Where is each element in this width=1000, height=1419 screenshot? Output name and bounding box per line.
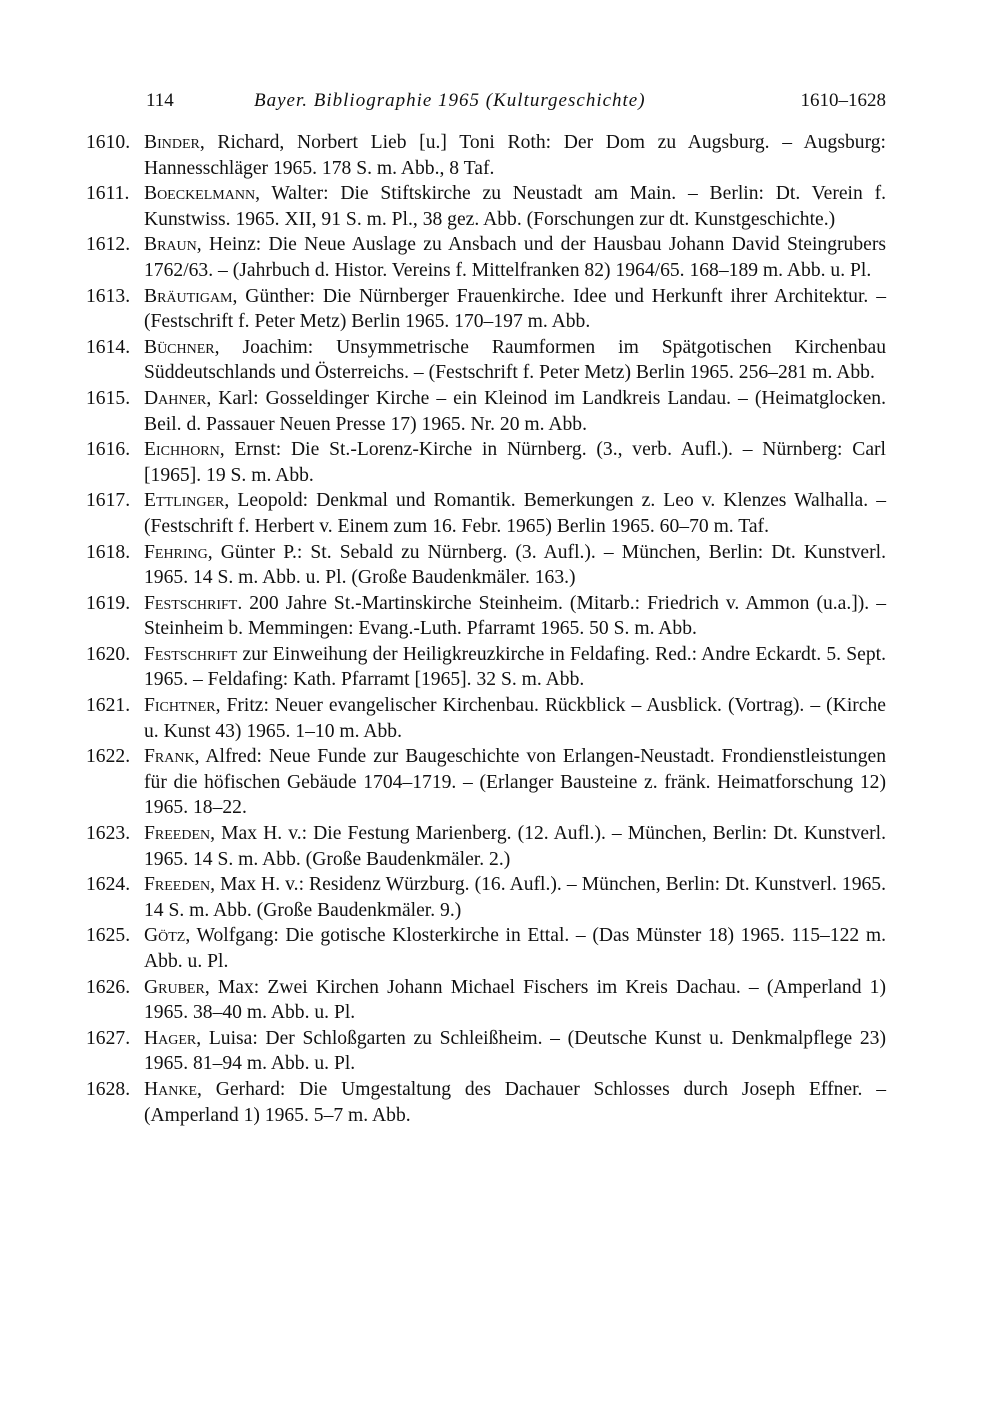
entry-author: Braun — [144, 234, 197, 256]
entry-text: , Günther: Die Nürnberger Frauenkirche. Idee und Herkunft ihrer Architektur. – (Festschrift f. Peter Metz) Berlin 1965. 170–197 m. Abb. — [144, 285, 886, 333]
page-number: 114 — [146, 90, 174, 111]
entry-number: 1610. — [86, 132, 131, 153]
bibliography-entry — [86, 923, 886, 974]
entry-text: , Heinz: Die Neue Auslage zu Ansbach und der Hausbau Johann David Steingrubers 1762/63. – (Jahrbuch d. Histor. Vereins f. Mittelfranken 82) 1964/65. 168–189 m. Abb. u. Pl. — [144, 234, 886, 281]
document-page — [86, 84, 886, 1128]
bibliography-entry — [86, 488, 886, 539]
entry-author: Büchner — [144, 336, 215, 358]
entry-number: 1613. — [86, 285, 131, 307]
entry-number: 1612. — [86, 234, 131, 256]
entry-text: . 200 Jahre St.-Martinskirche Steinheim. (Mitarb.: Friedrich v. Ammon (u.a.]). – Steinheim b. Memmingen: Evang.-Luth. Pfarramt 1965. 50 S. m. Abb. — [144, 592, 886, 640]
bibliography-entry — [86, 181, 886, 232]
entry-number: 1617. — [86, 490, 131, 512]
entry-number: 1619. — [86, 592, 131, 614]
bibliography-entry — [86, 437, 886, 488]
entry-text: , Alfred: Neue Funde zur Baugeschichte von Erlangen-Neustadt. Frondienstleistungen für die höfischen Gebäude 1704–1719. – (Erlanger Bausteine z. fränk. Heimatforschung 12) 1965. 18–22. — [144, 746, 886, 819]
bibliography-entry — [86, 540, 886, 591]
entry-author: Boeckelmann — [144, 183, 256, 205]
running-head — [146, 84, 886, 118]
entry-text: , Gerhard: Die Umgestaltung des Dachauer Schlosses durch Joseph Effner. – (Amperland 1) 1965. 5–7 m. Abb. — [144, 1078, 886, 1126]
entry-number: 1611. — [86, 183, 130, 205]
entry-text: , Wolfgang: Die gotische Klosterkirche in Ettal. – (Das Münster 18) 1965. 115–122 m. Abb. u. Pl. — [144, 925, 886, 972]
entry-number: 1622. — [86, 746, 131, 768]
entry-author: Freeden — [144, 823, 211, 845]
entry-author: Hager — [144, 1027, 197, 1049]
entry-author: Festschrift — [144, 592, 238, 614]
bibliography-entry — [86, 335, 886, 386]
bibliography-entry — [86, 591, 886, 642]
entry-author: Fehring — [144, 541, 208, 563]
entry-text: , Leopold: Denkmal und Romantik. Bemerkungen z. Leo v. Klenzes Walhalla. – (Festschrift f. Herbert v. Einem zum 16. Febr. 1965) Berlin 1965. 60–70 m. Taf. — [144, 490, 886, 537]
entry-number: 1625. — [86, 925, 131, 947]
entry-author: Fichtner — [144, 695, 216, 717]
bibliography-entry — [86, 975, 886, 1026]
bibliography-entry — [86, 744, 886, 821]
entry-text: zur Einweihung der Heiligkreuzkirche in Feldafing. Red.: Andre Eckardt. 5. Sept. 1965. – Feldafing: Kath. Pfarramt [1965]. 32 S. m. Abb. — [144, 643, 886, 691]
entry-text: , Fritz: Neuer evangelischer Kirchenbau. Rückblick – Ausblick. (Vortrag). – (Kirche u. Kunst 43) 1965. 1–10 m. Abb. — [144, 695, 886, 742]
entry-author: Eichhorn — [144, 439, 220, 461]
bibliography-entry — [86, 130, 886, 181]
bibliography-entry — [86, 232, 886, 283]
entry-text: , Max: Zwei Kirchen Johann Michael Fischers im Kreis Dachau. – (Amperland 1) 1965. 38–40 m. Abb. u. Pl. — [144, 976, 886, 1024]
bibliography-entry — [86, 1026, 886, 1077]
bibliography-entry — [86, 872, 886, 923]
entry-author: Gruber — [144, 976, 205, 998]
entry-author: Hanke — [144, 1078, 198, 1100]
entry-number: 1626. — [86, 976, 131, 998]
entry-number: 1615. — [86, 387, 131, 409]
entry-number: 1624. — [86, 874, 131, 896]
entry-author: Freeden — [144, 874, 211, 896]
entry-text: , Ernst: Die St.-Lorenz-Kirche in Nürnberg. (3., verb. Aufl.). – Nürnberg: Carl [1965]. 19 S. m. Abb. — [144, 439, 886, 486]
entry-author: Dahner — [144, 387, 207, 409]
entry-author: Ettlinger — [144, 490, 225, 512]
entry-number: 1621. — [86, 695, 131, 717]
bibliography-list — [86, 130, 886, 1128]
entry-text: , Richard, Norbert Lieb [u.] Toni Roth: Der Dom zu Augsburg. – Augsburg: Hannesschläger 1965. 178 S. m. Abb., 8 Taf. — [144, 132, 886, 179]
entry-author: Götz — [144, 925, 186, 947]
entry-number: 1618. — [86, 541, 131, 563]
entry-author: Binder — [144, 132, 200, 153]
entry-number: 1616. — [86, 439, 131, 461]
entry-number: 1614. — [86, 336, 131, 358]
entry-text: , Karl: Gosseldinger Kirche – ein Kleinod im Landkreis Landau. – (Heimatglocken. Beil. d. Passauer Neuen Presse 17) 1965. Nr. 20 m. Abb. — [144, 387, 886, 435]
entry-number: 1627. — [86, 1027, 131, 1049]
entry-text: , Luisa: Der Schloßgarten zu Schleißheim. – (Deutsche Kunst u. Denkmalpflege 23) 1965. 81–94 m. Abb. u. Pl. — [144, 1027, 886, 1075]
bibliography-entry — [86, 821, 886, 872]
entry-text: , Walter: Die Stiftskirche zu Neustadt am Main. – Berlin: Dt. Verein f. Kunstwiss. 1965. XII, 91 S. m. Pl., 38 gez. Abb. (Forschungen zur dt. Kunstgeschichte.) — [144, 183, 886, 230]
entry-number: 1628. — [86, 1078, 131, 1100]
entry-number: 1620. — [86, 643, 131, 665]
entry-author: Bräutigam — [144, 285, 233, 307]
bibliography-entry — [86, 284, 886, 335]
bibliography-entry — [86, 1077, 886, 1128]
entry-author: Festschrift — [144, 643, 238, 665]
entry-range: 1610–1628 — [800, 90, 886, 111]
entry-number: 1623. — [86, 823, 131, 845]
entry-text: , Max H. v.: Die Festung Marienberg. (12. Aufl.). – München, Berlin: Dt. Kunstverl. 1965. 14 S. m. Abb. (Große Baudenkmäler. 2.) — [144, 823, 886, 870]
entry-text: , Joachim: Unsymmetrische Raumformen im Spätgotischen Kirchenbau Süddeutschlands und Österreichs. – (Festschrift f. Peter Metz) Berlin 1965. 256–281 m. Abb. — [144, 336, 886, 384]
running-title: Bayer. Bibliographie 1965 (Kulturgeschichte) — [254, 90, 646, 111]
entry-author: Frank — [144, 746, 195, 768]
bibliography-entry — [86, 642, 886, 693]
bibliography-entry — [86, 386, 886, 437]
entry-text: , Max H. v.: Residenz Würzburg. (16. Aufl.). – München, Berlin: Dt. Kunstverl. 1965. 14 S. m. Abb. (Große Baudenkmäler. 9.) — [144, 874, 886, 921]
entry-text: , Günter P.: St. Sebald zu Nürnberg. (3. Aufl.). – München, Berlin: Dt. Kunstverl. 1965. 14 S. m. Abb. u. Pl. (Große Baudenkmäler. 163.) — [144, 541, 886, 589]
bibliography-entry — [86, 693, 886, 744]
